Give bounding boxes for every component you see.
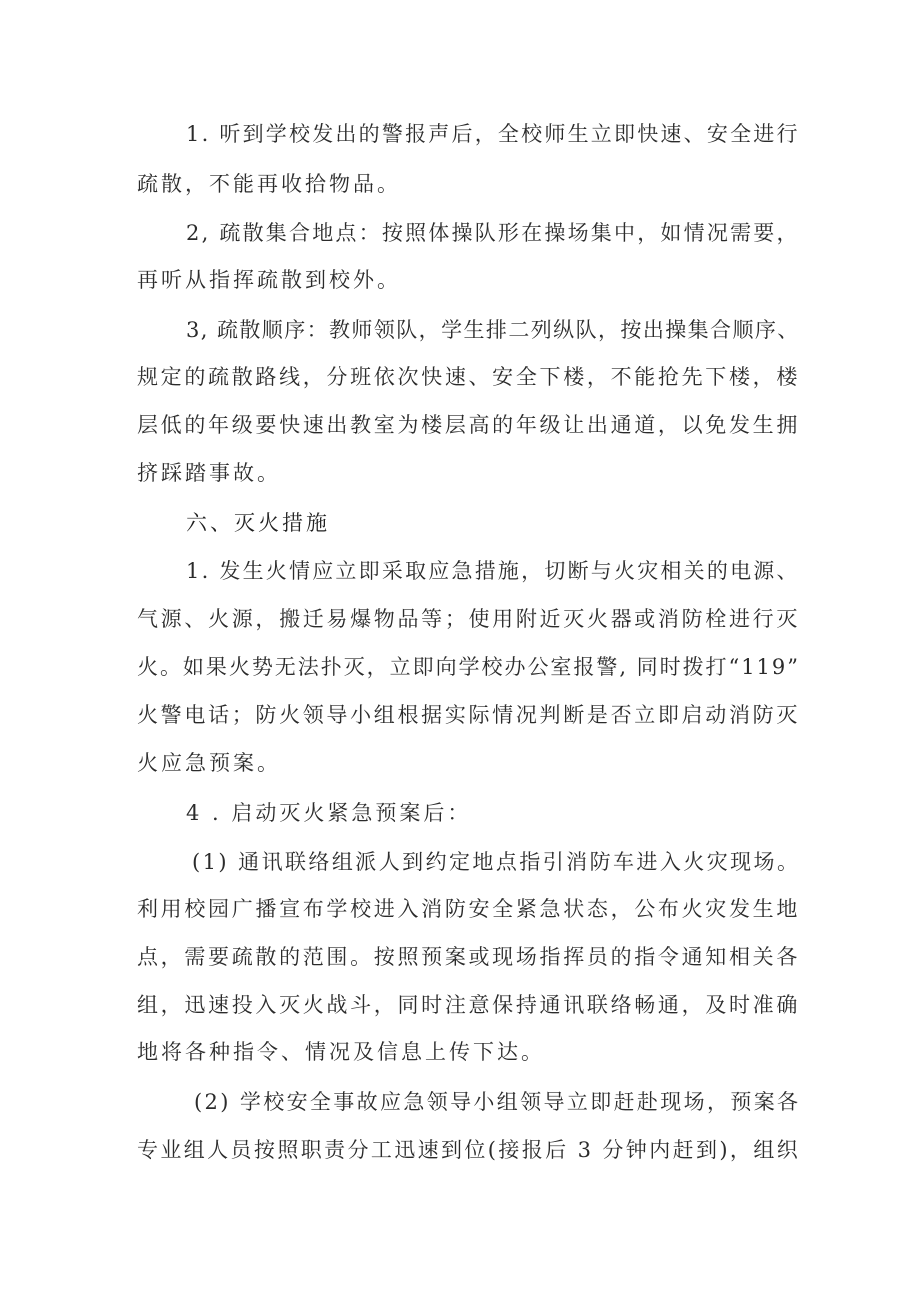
paragraph-line: 挤踩踏事故。: [137, 461, 281, 485]
paragraph-line: 疏散，不能再收拾物品。: [137, 172, 401, 196]
paragraph-line: 地将各种指令、情况及信息上传下达。: [137, 1040, 545, 1064]
paragraph-line: 再听从指挥疏散到校外。: [137, 268, 401, 292]
paragraph-line: 点，需要疏散的范围。按照预案或现场指挥员的指令通知相关各: [137, 945, 800, 969]
paragraph-line: 组，迅速投入灭火战斗，同时注意保持通讯联络畅通，及时准确: [137, 993, 800, 1017]
paragraph-line: 2, 疏散集合地点：按照体操队形在操场集中，如情况需要，: [186, 221, 800, 245]
paragraph-line: (1) 通讯联络组派人到约定地点指引消防车进入火灾现场。: [192, 850, 801, 874]
paragraph-line: 火。如果火势无法扑灭，立即向学校办公室报警, 同时拨打“119”: [137, 655, 800, 679]
paragraph-line: 4 . 启动灭火紧急预案后：: [186, 801, 472, 825]
paragraph-line: 气源、火源，搬迁易爆物品等；使用附近灭火器或消防栓进行灭: [137, 607, 800, 631]
paragraph-line: 专业组人员按照职责分工迅速到位(接报后 3 分钟内赶到)，组织: [137, 1138, 801, 1162]
paragraph-line: 3, 疏散顺序：教师领队，学生排二列纵队，按出操集合顺序、: [186, 318, 800, 342]
paragraph-line: 利用校园广播宣布学校进入消防安全紧急状态，公布火灾发生地: [137, 897, 800, 921]
paragraph-line: 层低的年级要快速出教室为楼层高的年级让出通道，以免发生拥: [137, 413, 800, 437]
paragraph-line: (2) 学校安全事故应急领导小组领导立即赶赴现场，预案各: [194, 1090, 801, 1114]
paragraph-line: 规定的疏散路线，分班依次快速、安全下楼，不能抢先下楼，楼: [137, 365, 800, 389]
paragraph-line: 火应急预案。: [137, 751, 281, 775]
paragraph-line: 1. 听到学校发出的警报声后，全校师生立即快速、安全进行: [186, 122, 800, 146]
paragraph-line: 1. 发生火情应立即采取应急措施，切断与火灾相关的电源、: [186, 559, 800, 583]
section-heading: 六、灭火措施: [186, 511, 330, 535]
paragraph-line: 火警电话；防火领导小组根据实际情况判断是否立即启动消防灭: [137, 703, 800, 727]
